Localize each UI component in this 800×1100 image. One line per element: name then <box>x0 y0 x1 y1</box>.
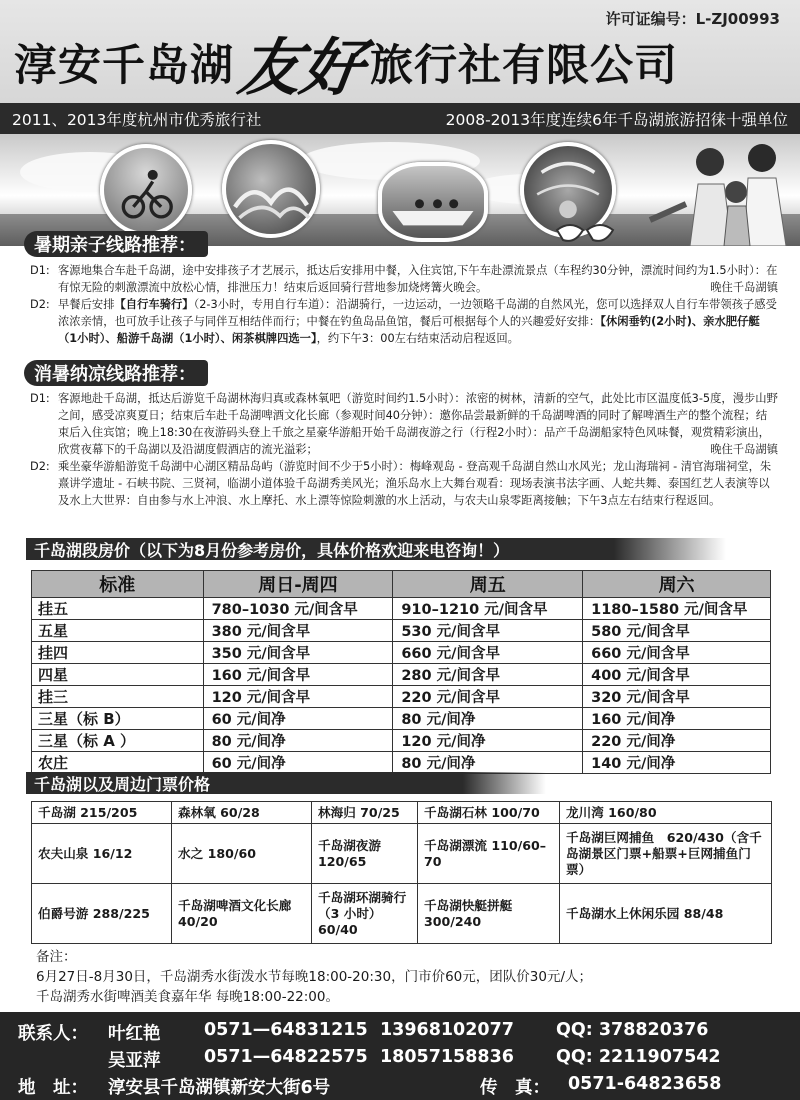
cool-day-1 <box>30 390 778 458</box>
price-cell: 160 元/间净 <box>583 708 771 730</box>
col-header-sat: 周六 <box>583 571 771 598</box>
price-cell: 80 元/间净 <box>393 708 583 730</box>
notes-line-1: 6月27日-8月30日，千岛湖秀水街泼水节每晚18:00-20:30，门市价60元，团队价30元/人； <box>36 969 592 985</box>
room-standard: 挂五 <box>32 598 204 620</box>
table-row <box>32 752 771 774</box>
splash-icon <box>226 144 316 234</box>
price-cell: 1180–1580 元/间含早 <box>583 598 771 620</box>
ticket-cell: 千岛湖啤酒文化长廊 40/20 <box>172 884 312 944</box>
summer-routes-heading: 暑期亲子线路推荐： <box>24 231 208 257</box>
col-header-fri: 周五 <box>393 571 583 598</box>
award-right: 2008-2013年度连续6年千岛湖旅游招徕十强单位 <box>445 110 788 129</box>
cartoon-mask-icon <box>555 220 615 246</box>
day-label: D2: <box>30 298 50 311</box>
col-header-sun-thu: 周日-周四 <box>203 571 393 598</box>
table-row <box>32 824 772 884</box>
room-price-table <box>31 570 771 774</box>
room-standard: 三星（标 A ） <box>32 730 204 752</box>
table-row <box>32 686 771 708</box>
ticket-cell: 林海归 70/25 <box>312 802 418 824</box>
price-cell: 120 元/间含早 <box>203 686 393 708</box>
price-cell: 660 元/间含早 <box>583 642 771 664</box>
cyclist-icon <box>104 148 188 232</box>
ticket-cell: 水之 180/60 <box>172 824 312 884</box>
boat-icon <box>382 166 484 238</box>
ticket-cell: 森林氧 60/28 <box>172 802 312 824</box>
summer-day-1 <box>30 262 778 296</box>
contact-mobile-1: 13968102077 <box>380 1020 514 1040</box>
title-part-1: 淳安千岛湖 <box>14 40 234 91</box>
summer-day-2 <box>30 296 778 347</box>
contact-mobile-2: 18057158836 <box>380 1047 514 1067</box>
day-description: ，约下午3：00左右结束活动启程返回。 <box>316 332 519 345</box>
day-description: 客源地赴千岛湖，抵达后游览千岛湖林海归真或森林氧吧（游览时间约1.5小时）：浓密的树林，清新的空气，此处比市区温度低3-5度，漫步山野之间，感受凉爽夏日；结束后车赴千岛湖啤酒文化长廊（参观时间40分钟）：邀你品尝最新鲜的千岛湖啤酒的同时了解啤酒生产的整个流程；结束后入住宾馆；晚上18:30在夜游码头登上千旅之星豪华游船开始千岛湖夜游之行（行程2小时）：品产千岛湖船家特色风味餐，观赏精彩演出，欣赏夜幕下的千岛湖以及沿湖度假酒店的流光溢彩； <box>58 392 778 456</box>
day-description: 早餐后安排 <box>58 298 115 311</box>
room-standard: 四星 <box>32 664 204 686</box>
awards-bar <box>0 103 800 134</box>
ticket-prices-heading: 千岛湖以及周边门票价格 <box>26 772 546 794</box>
activity-options: 【休闲垂钓(2小时)、亲水肥仔艇（1小时）、船游千岛湖（1小时）、闲茶棋牌四选一】 <box>58 315 760 345</box>
contact-qq-1: QQ: 378820376 <box>556 1020 709 1040</box>
bike-activity: 【自行车骑行】 <box>114 298 194 311</box>
address-value: 淳安县千岛湖镇新安大街6号 <box>108 1078 331 1098</box>
price-cell: 80 元/间净 <box>393 752 583 774</box>
fax-value: 0571-64823658 <box>568 1074 722 1094</box>
overnight-note: 晚住千岛湖镇 <box>710 281 778 294</box>
ticket-cell: 千岛湖巨网捕鱼 620/430（含千岛湖景区门票+船票+巨网捕鱼门票） <box>560 824 772 884</box>
table-row <box>32 620 771 642</box>
overnight-note: 晚住千岛湖镇 <box>710 443 778 456</box>
day-description: （2-3小时，专用自行车道）：沿湖骑行，一边运动，一边领略千岛湖的自然风光，您可以选择双人自行车带领孩子感受浓浓亲情，也可放手让孩子与同伴互相结伴而行；中餐在钓鱼岛品鱼馆，餐后可根据每个人的兴趣爱好安排： <box>58 298 777 328</box>
table-row <box>32 802 772 824</box>
contact-phone-2: 0571—64822575 <box>204 1047 368 1067</box>
title-part-2: 友好 <box>234 30 369 104</box>
price-cell: 60 元/间净 <box>203 752 393 774</box>
ticket-price-table <box>31 801 772 944</box>
contact-phone-1: 0571—64831215 <box>204 1020 368 1040</box>
contact-qq-2: QQ: 2211907542 <box>556 1047 721 1067</box>
ticket-cell: 千岛湖水上休闲乐园 88/48 <box>560 884 772 944</box>
ticket-cell: 千岛湖环湖骑行（3 小时）60/40 <box>312 884 418 944</box>
address-label: 地 址： <box>18 1078 88 1098</box>
header <box>0 0 800 134</box>
price-cell: 350 元/间含早 <box>203 642 393 664</box>
price-cell: 530 元/间含早 <box>393 620 583 642</box>
cool-day-2 <box>30 458 778 509</box>
ticket-cell: 千岛湖夜游 120/65 <box>312 824 418 884</box>
family-icon <box>640 134 800 246</box>
photo-banner <box>0 134 800 246</box>
notes <box>36 947 776 1007</box>
family-photo <box>640 134 800 246</box>
price-cell: 220 元/间净 <box>583 730 771 752</box>
price-cell: 400 元/间含早 <box>583 664 771 686</box>
price-cell: 160 元/间含早 <box>203 664 393 686</box>
price-cell: 120 元/间净 <box>393 730 583 752</box>
table-row <box>32 884 772 944</box>
rafting-splash-photo <box>222 140 320 238</box>
table-row <box>32 664 771 686</box>
notes-line-2: 千岛湖秀水街啤酒美食嘉年华 每晚18:00-22:00。 <box>36 989 339 1005</box>
table-row <box>32 598 771 620</box>
ticket-cell: 龙川湾 160/80 <box>560 802 772 824</box>
price-cell: 220 元/间含早 <box>393 686 583 708</box>
price-cell: 280 元/间含早 <box>393 664 583 686</box>
cool-routes-text <box>30 390 778 509</box>
ticket-cell: 伯爵号游 288/225 <box>32 884 172 944</box>
col-header-standard: 标准 <box>32 571 204 598</box>
table-header-row <box>32 571 771 598</box>
price-cell: 140 元/间净 <box>583 752 771 774</box>
ticket-cell: 千岛湖快艇拼艇 300/240 <box>418 884 560 944</box>
contact-name-1: 叶红艳 <box>108 1024 161 1044</box>
day-label: D2: <box>30 460 50 473</box>
ticket-cell: 千岛湖石林 100/70 <box>418 802 560 824</box>
table-row <box>32 730 771 752</box>
company-title <box>14 30 679 104</box>
table-row <box>32 708 771 730</box>
table-row <box>32 642 771 664</box>
contact-label: 联系人： <box>18 1024 88 1044</box>
cool-routes-heading: 消暑纳凉线路推荐： <box>24 360 208 386</box>
price-cell: 580 元/间含早 <box>583 620 771 642</box>
price-cell: 380 元/间含早 <box>203 620 393 642</box>
price-cell: 660 元/间含早 <box>393 642 583 664</box>
ticket-cell: 千岛湖 215/205 <box>32 802 172 824</box>
day-description: 乘坐豪华游船游览千岛湖中心湖区精品岛屿（游览时间不少于5小时）：梅峰观岛 - 登高观千岛湖自然山水风光；龙山海瑞祠 - 清官海瑞祠堂，朱熹讲学遗址 - 石峡书院、三贤祠，临湖小道体验千岛湖秀美风光；渔乐岛水上大舞台观看：现场表演书法字画、人蛇共舞、泰国红艺人表演等以及水上大世界：自由参与水上冲浪、水上摩托、水上漂等惊险刺激的水上活动，与农夫山泉零距离接触；下午3点左右结束行程返回。 <box>58 460 772 507</box>
day-label: D1: <box>30 264 50 277</box>
boat-photo <box>378 162 488 242</box>
room-standard: 三星（标 B） <box>32 708 204 730</box>
notes-label: 备注： <box>36 949 77 965</box>
room-standard: 农庄 <box>32 752 204 774</box>
summer-routes-text <box>30 262 778 347</box>
contact-footer <box>0 1012 800 1100</box>
cycling-photo <box>100 144 192 236</box>
price-cell: 910–1210 元/间含早 <box>393 598 583 620</box>
ticket-cell: 千岛湖漂流 110/60–70 <box>418 824 560 884</box>
license-number: 许可证编号：L-ZJ00993 <box>605 10 780 28</box>
title-part-3: 旅行社有限公司 <box>370 40 679 91</box>
price-cell: 780–1030 元/间含早 <box>203 598 393 620</box>
ticket-cell: 农夫山泉 16/12 <box>32 824 172 884</box>
room-standard: 挂四 <box>32 642 204 664</box>
day-description: 客源地集合车赴千岛湖，途中安排孩子才艺展示，抵达后安排用中餐，入住宾馆,下午车赴漂流景点（车程约30分钟，漂流时间约为1.5小时）：在有惊无险的刺激漂流中放松心情，排泄压力！结束后返回骑行营地参加烧烤篝火晚会。 <box>58 264 778 294</box>
contact-name-2: 吴亚萍 <box>108 1051 161 1071</box>
room-prices-heading: 千岛湖段房价（以下为8月份参考房价，具体价格欢迎来电咨询！） <box>26 538 726 560</box>
fax-label: 传 真： <box>480 1078 550 1098</box>
price-cell: 60 元/间净 <box>203 708 393 730</box>
day-label: D1: <box>30 392 50 405</box>
award-left: 2011、2013年度杭州市优秀旅行社 <box>12 110 262 129</box>
room-standard: 挂三 <box>32 686 204 708</box>
price-cell: 80 元/间净 <box>203 730 393 752</box>
room-standard: 五星 <box>32 620 204 642</box>
price-cell: 320 元/间含早 <box>583 686 771 708</box>
